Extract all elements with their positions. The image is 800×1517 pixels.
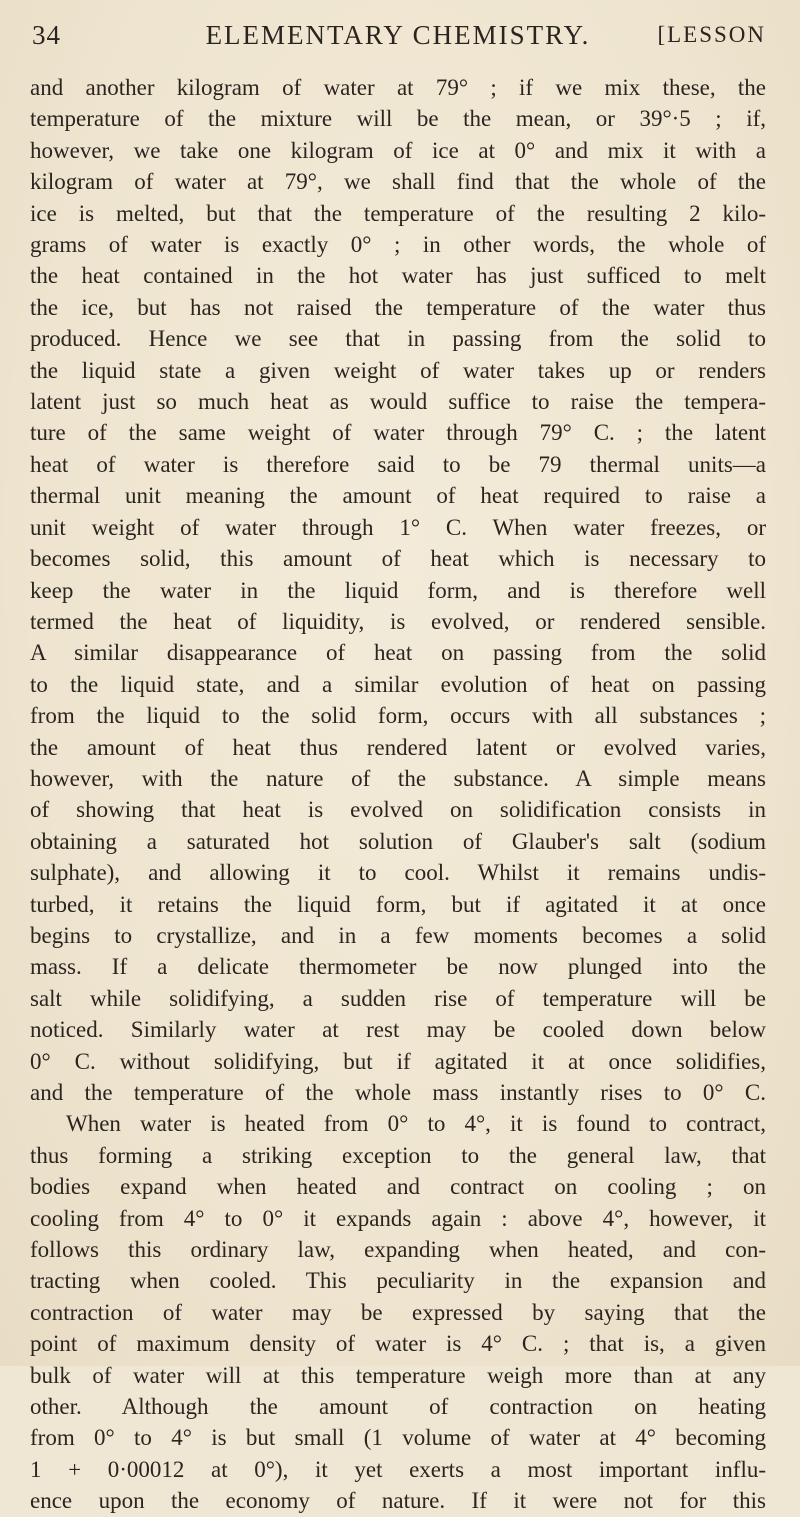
text-line: termed the heat of liquidity, is evolved, or rendered sensible. <box>30 608 766 634</box>
text-line: the amount of heat thus rendered latent or evolved varies, <box>30 734 766 760</box>
running-title: ELEMENTARY CHEMISTRY. <box>205 20 591 50</box>
text-line: cooling from 4° to 0° it expands again : above 4°, however, it <box>30 1205 766 1231</box>
text-line: of showing that heat is evolved on solidification consists in <box>30 797 766 823</box>
text-line: from the liquid to the solid form, occurs with all substances ; <box>30 703 766 729</box>
text-line: 0° C. without solidifying, but if agitated it at once solidifies, <box>30 1048 766 1074</box>
text-line: the liquid state a given weight of water takes up or renders <box>30 357 766 383</box>
text-line: noticed. Similarly water at rest may be cooled down below <box>30 1017 766 1043</box>
text-line: bodies expand when heated and contract on cooling ; on <box>30 1174 766 1200</box>
text-line: contraction of water may be expressed by saying that the <box>30 1299 766 1325</box>
text-line: and another kilogram of water at 79° ; if we mix these, the <box>30 75 766 100</box>
text-line: point of maximum density of water is 4° C. ; that is, a given <box>30 1331 766 1357</box>
text-line: latent just so much heat as would suffice to raise the tempera- <box>30 389 766 415</box>
text-line: thus forming a striking exception to the general law, that <box>30 1142 766 1168</box>
text-line: tracting when cooled. This peculiarity in the expansion and <box>30 1268 766 1294</box>
text-line: other. Although the amount of contraction on heating <box>30 1394 766 1420</box>
text-line: however, we take one kilogram of ice at 0° and mix it with a <box>30 137 766 163</box>
text-line: kilogram of water at 79°, we shall find that the whole of the <box>30 169 766 195</box>
text-line: bulk of water will at this temperature weigh more than at any <box>30 1362 766 1388</box>
text-line: heat of water is therefore said to be 79 thermal units—a <box>30 451 766 477</box>
text-line: becomes solid, this amount of heat which is necessary to <box>30 546 766 572</box>
text-line: 1 + 0·00012 at 0°), it yet exerts a most important influ- <box>30 1456 766 1482</box>
text-line: grams of water is exactly 0° ; in other words, the whole of <box>30 232 766 258</box>
text-line: obtaining a saturated hot solution of Glauber's salt (sodium <box>30 828 766 854</box>
body-text <box>30 72 766 1517</box>
text-line: temperature of the mixture will be the mean, or 39°·5 ; if, <box>30 106 766 132</box>
text-line: When water is heated from 0° to 4°, it is found to contract, <box>66 1111 766 1137</box>
text-line: salt while solidifying, a sudden rise of temperature will be <box>30 985 766 1011</box>
text-line: thermal unit meaning the amount of heat required to raise a <box>30 483 766 509</box>
text-line: turbed, it retains the liquid form, but if agitated it at once <box>30 891 766 917</box>
text-line: mass. If a delicate thermometer be now plunged into the <box>30 954 766 980</box>
text-line: unit weight of water through 1° C. When water freezes, or <box>30 514 766 540</box>
text-line: to the liquid state, and a similar evolution of heat on passing <box>30 671 766 697</box>
text-line: begins to crystallize, and in a few moments becomes a solid <box>30 922 766 948</box>
text-line: ture of the same weight of water through 79° C. ; the latent <box>30 420 766 446</box>
page-number: 34 <box>32 20 61 50</box>
text-line: keep the water in the liquid form, and is therefore well <box>30 577 766 603</box>
text-line: sulphate), and allowing it to cool. Whilst it remains undis- <box>30 860 766 886</box>
text-line: and the temperature of the whole mass instantly rises to 0° C. <box>30 1080 766 1105</box>
text-line: from 0° to 4° is but small (1 volume of water at 4° becoming <box>30 1425 766 1451</box>
text-line: however, with the nature of the substance. A simple means <box>30 765 766 791</box>
text-line: ice is melted, but that the temperature of the resulting 2 kilo- <box>30 200 766 226</box>
section-label: [LESSON <box>657 22 766 47</box>
text-line: the ice, but has not raised the temperature of the water thus <box>30 294 766 320</box>
text-line: ence upon the economy of nature. If it were not for this <box>30 1488 766 1514</box>
text-line: follows this ordinary law, expanding when heated, and con- <box>30 1237 766 1263</box>
text-line: A similar disappearance of heat on passing from the solid <box>30 640 766 666</box>
text-line: the heat contained in the hot water has just sufficed to melt <box>30 263 766 289</box>
running-head <box>30 14 766 56</box>
text-line: produced. Hence we see that in passing from the solid to <box>30 326 766 352</box>
